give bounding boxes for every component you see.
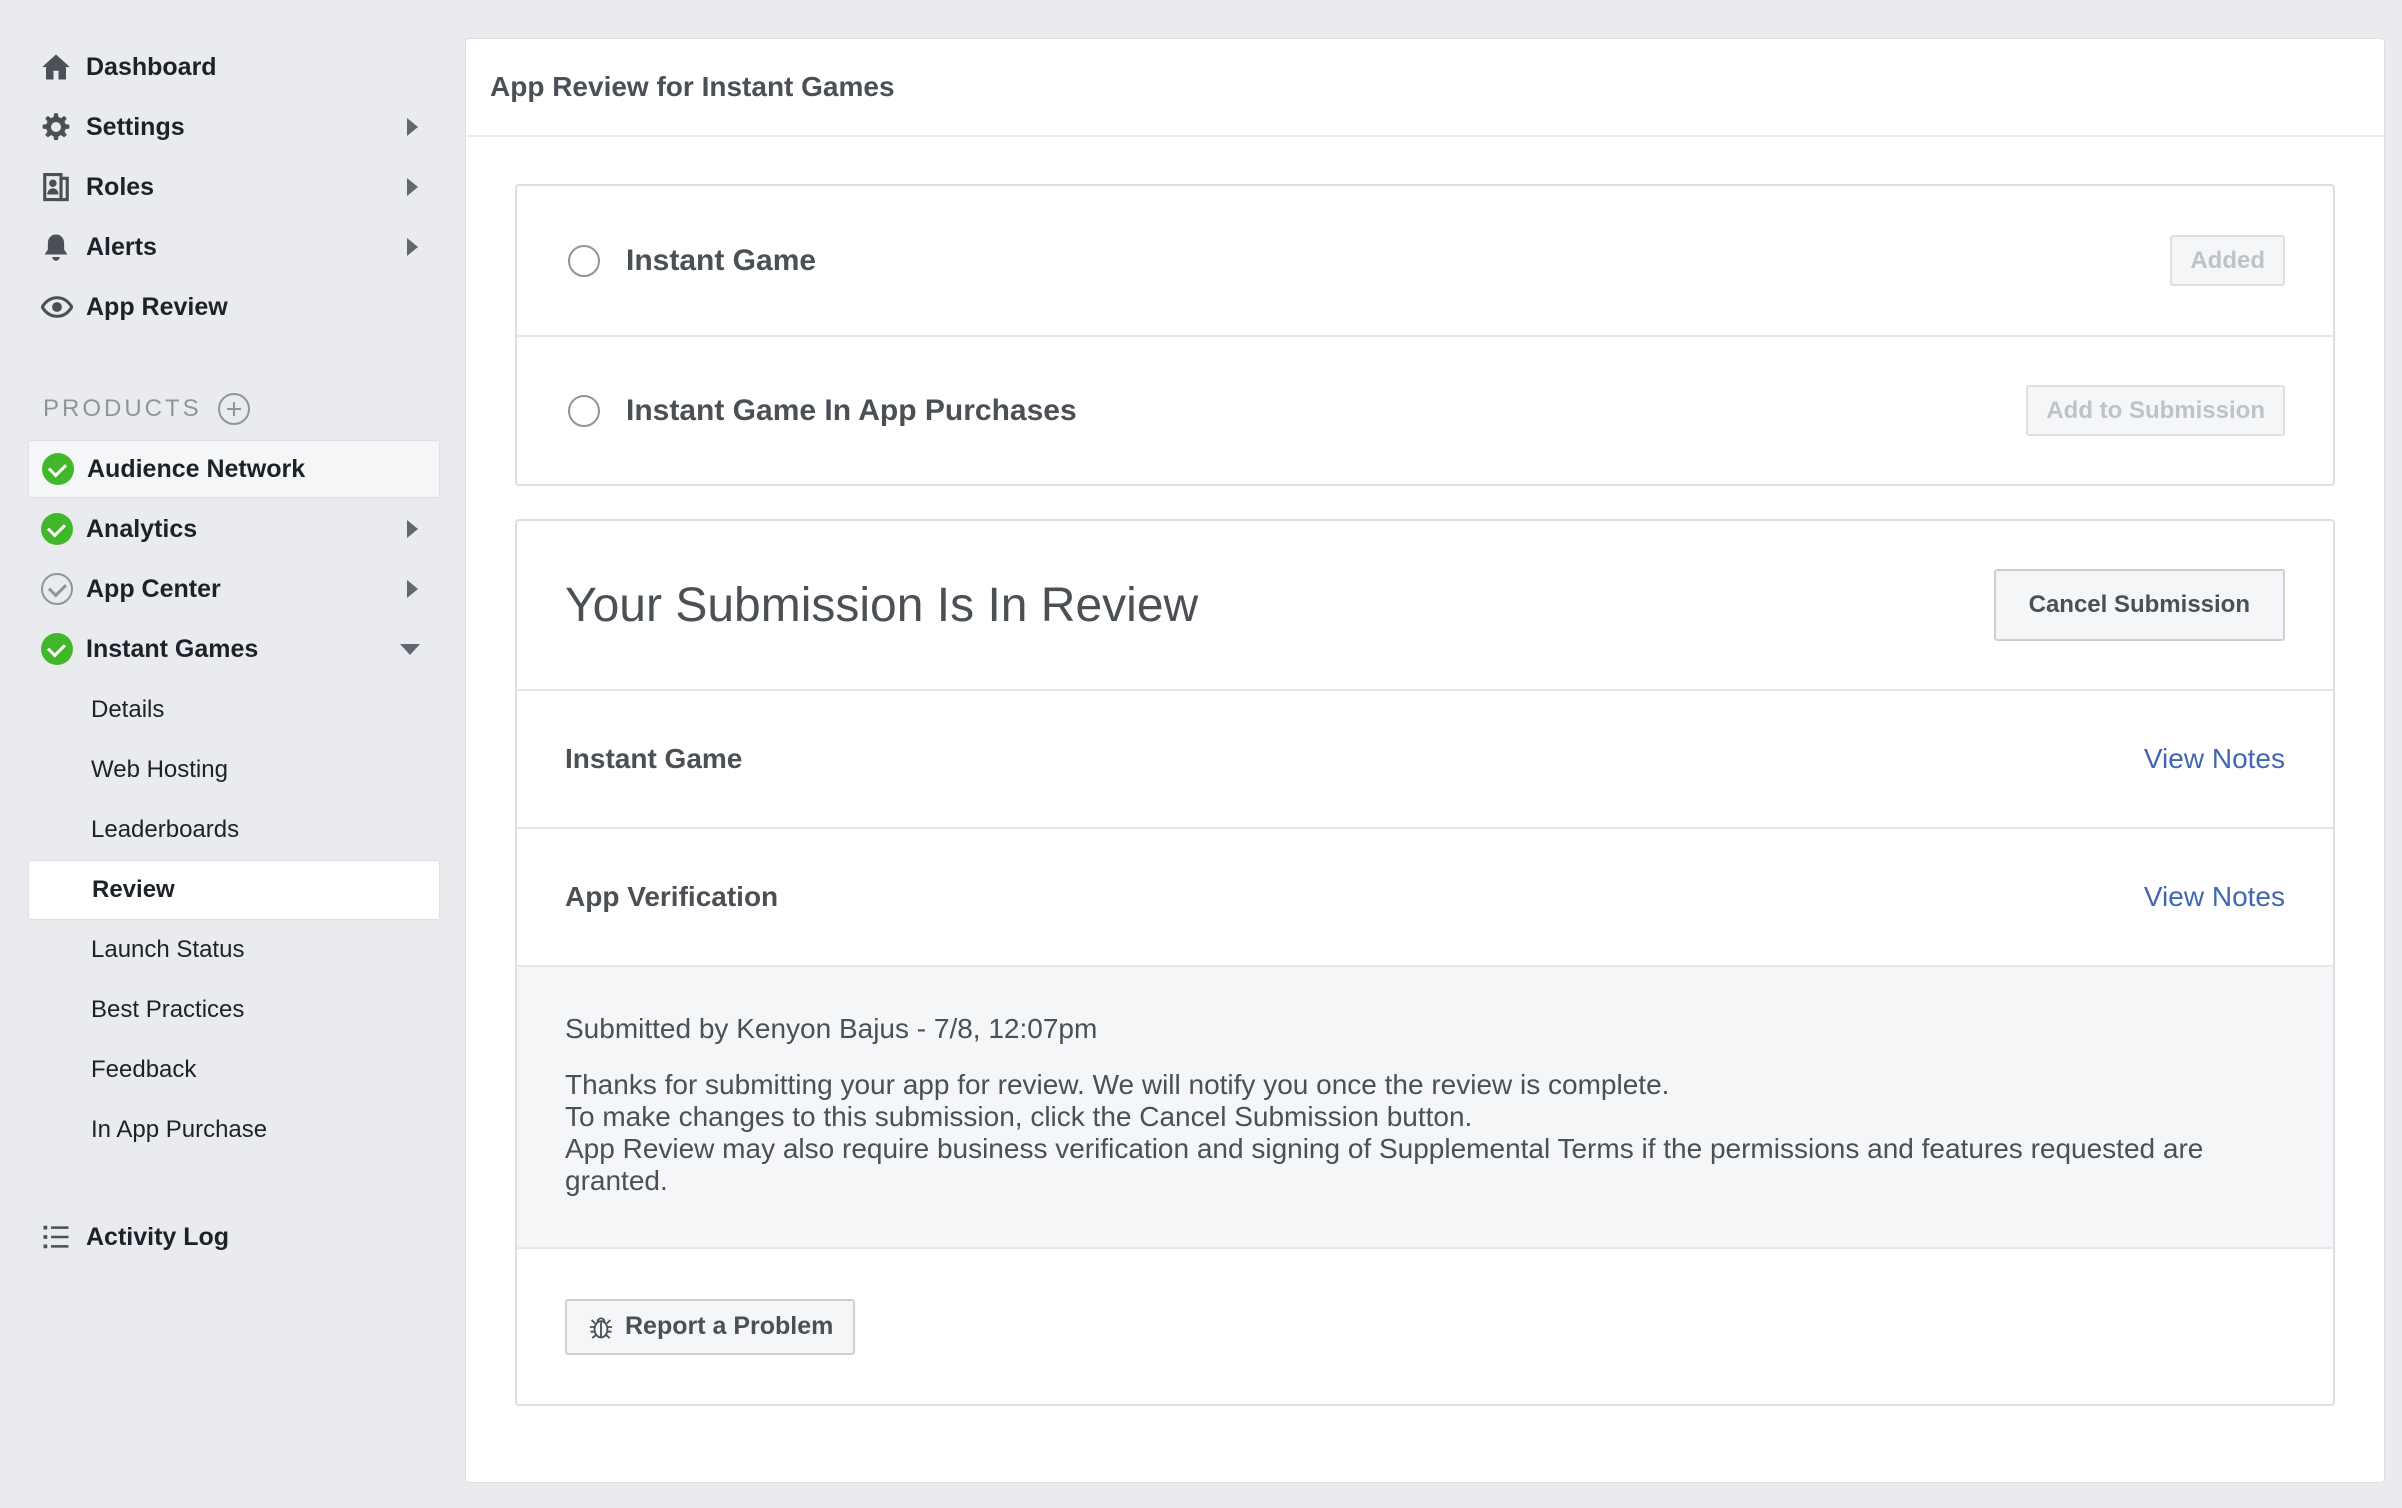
gear-icon bbox=[28, 98, 86, 156]
check-icon bbox=[28, 620, 86, 678]
page-title: App Review for Instant Games bbox=[466, 39, 2384, 137]
product-analytics[interactable] bbox=[28, 500, 440, 558]
view-notes-link[interactable]: View Notes bbox=[2143, 743, 2285, 774]
review-title: Your Submission Is In Review bbox=[565, 578, 1199, 632]
sub-item-leaderboards[interactable]: Leaderboards bbox=[91, 816, 240, 843]
sub-item-in-app-purchase[interactable]: In App Purchase bbox=[91, 1116, 268, 1143]
check-outline-icon bbox=[28, 560, 86, 618]
product-radio[interactable] bbox=[568, 245, 600, 277]
check-icon bbox=[29, 440, 87, 498]
products-heading bbox=[43, 392, 250, 426]
product-row bbox=[517, 335, 2333, 484]
sub-item-best-practices[interactable]: Best Practices bbox=[91, 996, 245, 1023]
report-problem-label: Report a Problem bbox=[625, 1312, 834, 1340]
nav-settings[interactable] bbox=[28, 98, 440, 156]
chevron-right-icon bbox=[407, 118, 418, 136]
nav-app-review[interactable] bbox=[28, 278, 440, 336]
product-audience-network-label: Audience Network bbox=[87, 454, 306, 483]
message-line: App Review may also require business verification and signing of Supplemental Terms if the permissions and features requested are granted. bbox=[565, 1133, 2204, 1196]
product-title: Instant Game bbox=[626, 243, 817, 277]
nav-roles[interactable] bbox=[28, 158, 440, 216]
sub-item-web-hosting[interactable]: Web Hosting bbox=[91, 756, 228, 783]
sub-item-review[interactable]: Review bbox=[28, 860, 440, 920]
nav-settings-label: Settings bbox=[86, 112, 185, 141]
sidebar bbox=[0, 0, 462, 1508]
product-audience-network[interactable] bbox=[28, 440, 440, 498]
nav-app-review-label: App Review bbox=[86, 292, 228, 321]
product-title: Instant Game In App Purchases bbox=[626, 393, 1077, 427]
view-notes-link[interactable]: View Notes bbox=[2143, 881, 2285, 912]
sub-item-launch-status[interactable]: Launch Status bbox=[91, 936, 245, 963]
chevron-right-icon bbox=[407, 520, 418, 538]
roles-icon bbox=[28, 158, 86, 216]
eye-icon bbox=[28, 278, 86, 336]
chevron-right-icon bbox=[407, 238, 418, 256]
submitted-by: Submitted by Kenyon Bajus - 7/8, 12:07pm bbox=[565, 1013, 1098, 1044]
report-row bbox=[517, 1249, 2333, 1404]
home-icon bbox=[28, 38, 86, 96]
cancel-submission-button[interactable]: Cancel Submission bbox=[1994, 569, 2285, 641]
add-to-submission-button[interactable]: Add to Submission bbox=[2026, 385, 2285, 436]
products-card bbox=[515, 184, 2335, 486]
report-problem-button[interactable] bbox=[565, 1299, 855, 1355]
check-icon bbox=[28, 500, 86, 558]
review-card bbox=[515, 519, 2335, 1406]
nav-activity-log-label: Activity Log bbox=[86, 1222, 230, 1251]
chevron-down-icon bbox=[400, 644, 420, 655]
review-item-title: Instant Game bbox=[565, 743, 743, 774]
review-item-title: App Verification bbox=[565, 881, 779, 912]
chevron-right-icon bbox=[407, 178, 418, 196]
nav-alerts-label: Alerts bbox=[86, 232, 157, 261]
submission-info bbox=[517, 967, 2333, 1249]
submission-message bbox=[565, 1069, 2285, 1197]
sub-item-feedback[interactable]: Feedback bbox=[91, 1056, 197, 1083]
main-panel bbox=[465, 38, 2385, 1483]
add-product-icon[interactable] bbox=[218, 393, 250, 425]
bell-icon bbox=[28, 218, 86, 276]
nav-alerts[interactable] bbox=[28, 218, 440, 276]
product-instant-games[interactable] bbox=[28, 620, 440, 678]
product-analytics-label: Analytics bbox=[86, 514, 198, 543]
chevron-right-icon bbox=[407, 580, 418, 598]
product-app-center-label: App Center bbox=[86, 574, 221, 603]
product-radio[interactable] bbox=[568, 395, 600, 427]
list-icon bbox=[28, 1208, 86, 1266]
product-row bbox=[517, 186, 2333, 335]
review-header bbox=[517, 521, 2333, 691]
message-line: Thanks for submitting your app for review. We will notify you once the review is complete. bbox=[565, 1069, 1670, 1100]
nav-activity-log[interactable] bbox=[28, 1208, 440, 1266]
review-item-row bbox=[517, 691, 2333, 829]
nav-roles-label: Roles bbox=[86, 172, 155, 201]
bug-icon bbox=[587, 1313, 615, 1341]
products-heading-label: PRODUCTS bbox=[43, 395, 202, 422]
nav-dashboard[interactable] bbox=[28, 38, 440, 96]
product-app-center[interactable] bbox=[28, 560, 440, 618]
added-button[interactable]: Added bbox=[2170, 235, 2285, 286]
nav-dashboard-label: Dashboard bbox=[86, 52, 217, 81]
review-item-row bbox=[517, 829, 2333, 967]
message-line: To make changes to this submission, click the Cancel Submission button. bbox=[565, 1101, 1473, 1132]
sub-item-details[interactable]: Details bbox=[91, 696, 165, 723]
product-instant-games-label: Instant Games bbox=[86, 634, 259, 663]
